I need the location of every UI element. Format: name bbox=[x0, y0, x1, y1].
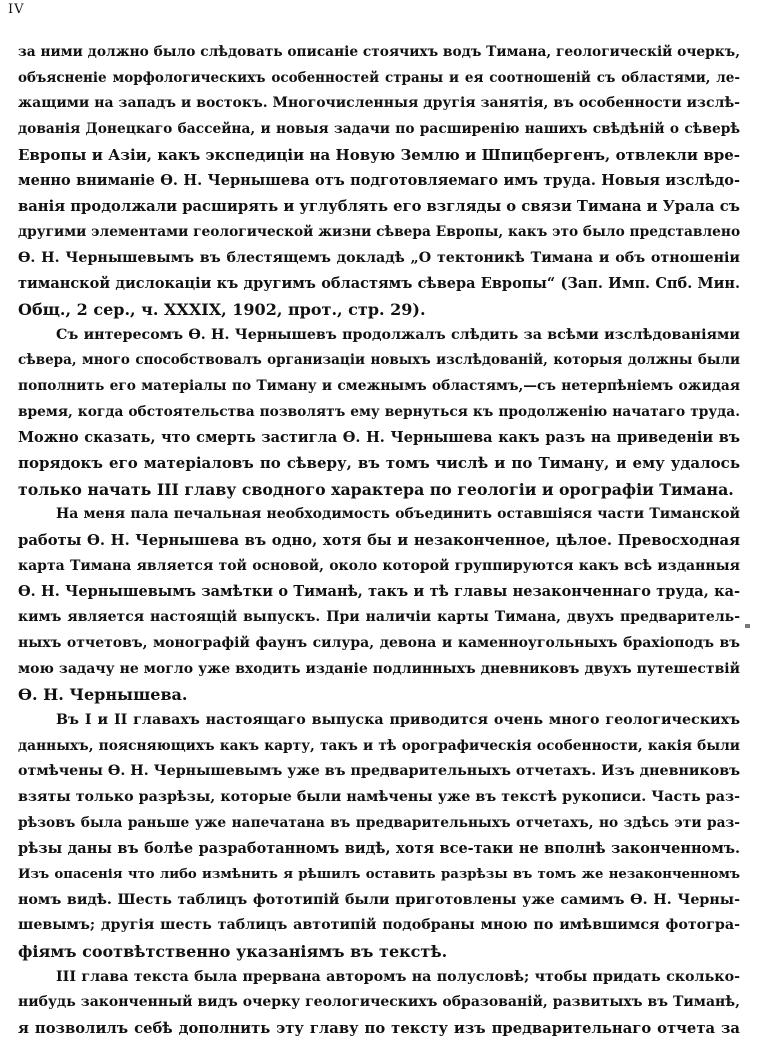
text-line: Ѳ. Н. Чернышевымъ замѣтки о Тиманѣ, такъ и тѣ главы незаконченнаго труда, ка- bbox=[18, 583, 740, 601]
text-line: Съ интересомъ Ѳ. Н. Чернышевъ продолжалъ слѣдить за всѣми изслѣдованіями bbox=[56, 326, 740, 343]
text-line: номъ видѣ. Шесть таблицъ фототипій были приготовлены уже самимъ Ѳ. Н. Черны- bbox=[18, 891, 740, 908]
text-line: менно вниманіе Ѳ. Н. Чернышева отъ подготовляемаго имъ труда. Новыя изслѣдо- bbox=[18, 172, 740, 190]
body-text bbox=[18, 40, 740, 1042]
margin-mark bbox=[745, 624, 750, 628]
text-line: порядокъ его матеріаловъ по сѣверу, въ томъ числѣ и по Тиману, и ему удалось bbox=[18, 454, 740, 472]
text-line: другими элементами геологической жизни сѣвера Европы, какъ это было представлено bbox=[18, 223, 740, 240]
text-line: взяты только разрѣзы, которые были намѣчены уже въ текстѣ рукописи. Часть раз- bbox=[18, 788, 740, 805]
text-line: ныхъ отчетовъ, монографій фаунъ силура, девона и каменноугольныхъ брахіоподъ въ bbox=[18, 634, 740, 651]
text-line: отмѣчены Ѳ. Н. Чернышевымъ уже въ предварительныхъ отчетахъ. Изъ дневниковъ bbox=[18, 763, 740, 780]
text-line: нибудь законченный видъ очерку геологическихъ образованій, развитыхъ въ Тиманѣ, bbox=[18, 994, 740, 1011]
text-line: я позволилъ себѣ дополнить эту главу по тексту изъ предварительнаго отчета за bbox=[18, 1020, 740, 1038]
text-line: ванія продолжали расширять и углублять его взгляды о связи Тимана и Урала съ bbox=[18, 198, 740, 216]
paragraph bbox=[18, 323, 740, 503]
text-line: кимъ является настоящій выпускъ. При наличіи карты Тимана, двухъ предваритель- bbox=[18, 609, 740, 626]
text-line: Общ., 2 сер., ч. XXXIX, 1902, прот., стр. 29). bbox=[18, 299, 426, 319]
text-line: фіямъ соотвѣтственно указаніямъ въ текстѣ. bbox=[18, 942, 448, 962]
text-line: шевымъ; другія шесть таблицъ автотипій подобраны мною по имѣвшимся фотогра- bbox=[18, 917, 740, 934]
paragraph bbox=[18, 965, 740, 1042]
text-line: мою задачу не могло уже входить изданіе подлинныхъ дневниковъ двухъ путешествій bbox=[18, 660, 740, 677]
text-line: III глава текста была прервана авторомъ на полусловѣ; чтобы придать сколько- bbox=[56, 968, 740, 985]
text-line: На меня пала печальная необходимость объединить оставшіяся части Тиманской bbox=[56, 506, 740, 523]
text-line: Изъ опасенія что либо измѣнить я рѣшилъ оставить разрѣзы въ томъ же незаконченномъ bbox=[18, 867, 740, 882]
text-line: дованія Донецкаго бассейна, и новыя задачи по расширенію нашихъ свѣдѣній о сѣверѣ bbox=[18, 121, 740, 138]
text-line: жащими на западъ и востокъ. Многочисленныя другія занятія, въ особенности изслѣ- bbox=[18, 95, 740, 112]
text-line: Ѳ. Н. Чернышевымъ въ блестящемъ докладѣ „О тектоникѣ Тимана и объ отношеніи bbox=[18, 249, 740, 266]
text-line: Можно сказать, что смерть застигла Ѳ. Н. Чернышева какъ разъ на приведеніи въ bbox=[18, 429, 740, 447]
text-line: данныхъ, поясняющихъ какъ карту, такъ и тѣ орографическія особенности, какія были bbox=[18, 737, 740, 754]
text-line: пополнить его матеріалы по Тиману и смежнымъ областямъ,—съ нетерпѣніемъ ожидая bbox=[18, 377, 740, 394]
text-line: Въ I и II главахъ настоящаго выпуска приводится очень много геологическихъ bbox=[56, 711, 740, 728]
text-line: время, когда обстоятельства позволятъ ему вернуться къ продолженію начатаго труда. bbox=[18, 403, 740, 420]
text-line: Европы и Азіи, какъ экспедиціи на Новую Землю и Шпицбергенъ, отвлекли вре- bbox=[18, 145, 740, 164]
paragraph bbox=[18, 40, 740, 323]
text-line: карта Тимана является той основой, около которой группируются какъ всѣ изданныя bbox=[18, 557, 740, 574]
text-line: Ѳ. Н. Чернышева. bbox=[18, 685, 188, 705]
page-number: IV bbox=[8, 2, 25, 17]
text-line: за ними должно было слѣдовать описаніе стоячихъ водъ Тимана, геологическій очеркъ, bbox=[18, 44, 740, 60]
text-line: рѣзовъ была раньше уже напечатана въ предварительныхъ отчетахъ, но здѣсь эти раз- bbox=[18, 814, 740, 831]
text-line: объясненіе морфологическихъ особенностей страны и ея соотношеній съ областями, ле- bbox=[18, 69, 740, 86]
text-line: сѣвера, много способствовалъ организаціи новыхъ изслѣдованій, которыя должны были bbox=[18, 352, 740, 369]
text-line: тиманской дислокаціи къ другимъ областямъ сѣвера Европы“ (Зап. Имп. Спб. Мин. bbox=[18, 275, 740, 293]
paragraph bbox=[18, 708, 740, 965]
text-line: работы Ѳ. Н. Чернышева въ одно, хотя бы и незаконченное, цѣлое. Превосходная bbox=[18, 532, 740, 550]
text-line: только начать III главу сводного характера по геологіи и орографіи Тимана. bbox=[18, 479, 734, 499]
text-line: рѣзы даны въ болѣе разработанномъ видѣ, хотя все-таки не вполнѣ законченномъ. bbox=[18, 840, 740, 858]
paragraph bbox=[18, 502, 740, 708]
